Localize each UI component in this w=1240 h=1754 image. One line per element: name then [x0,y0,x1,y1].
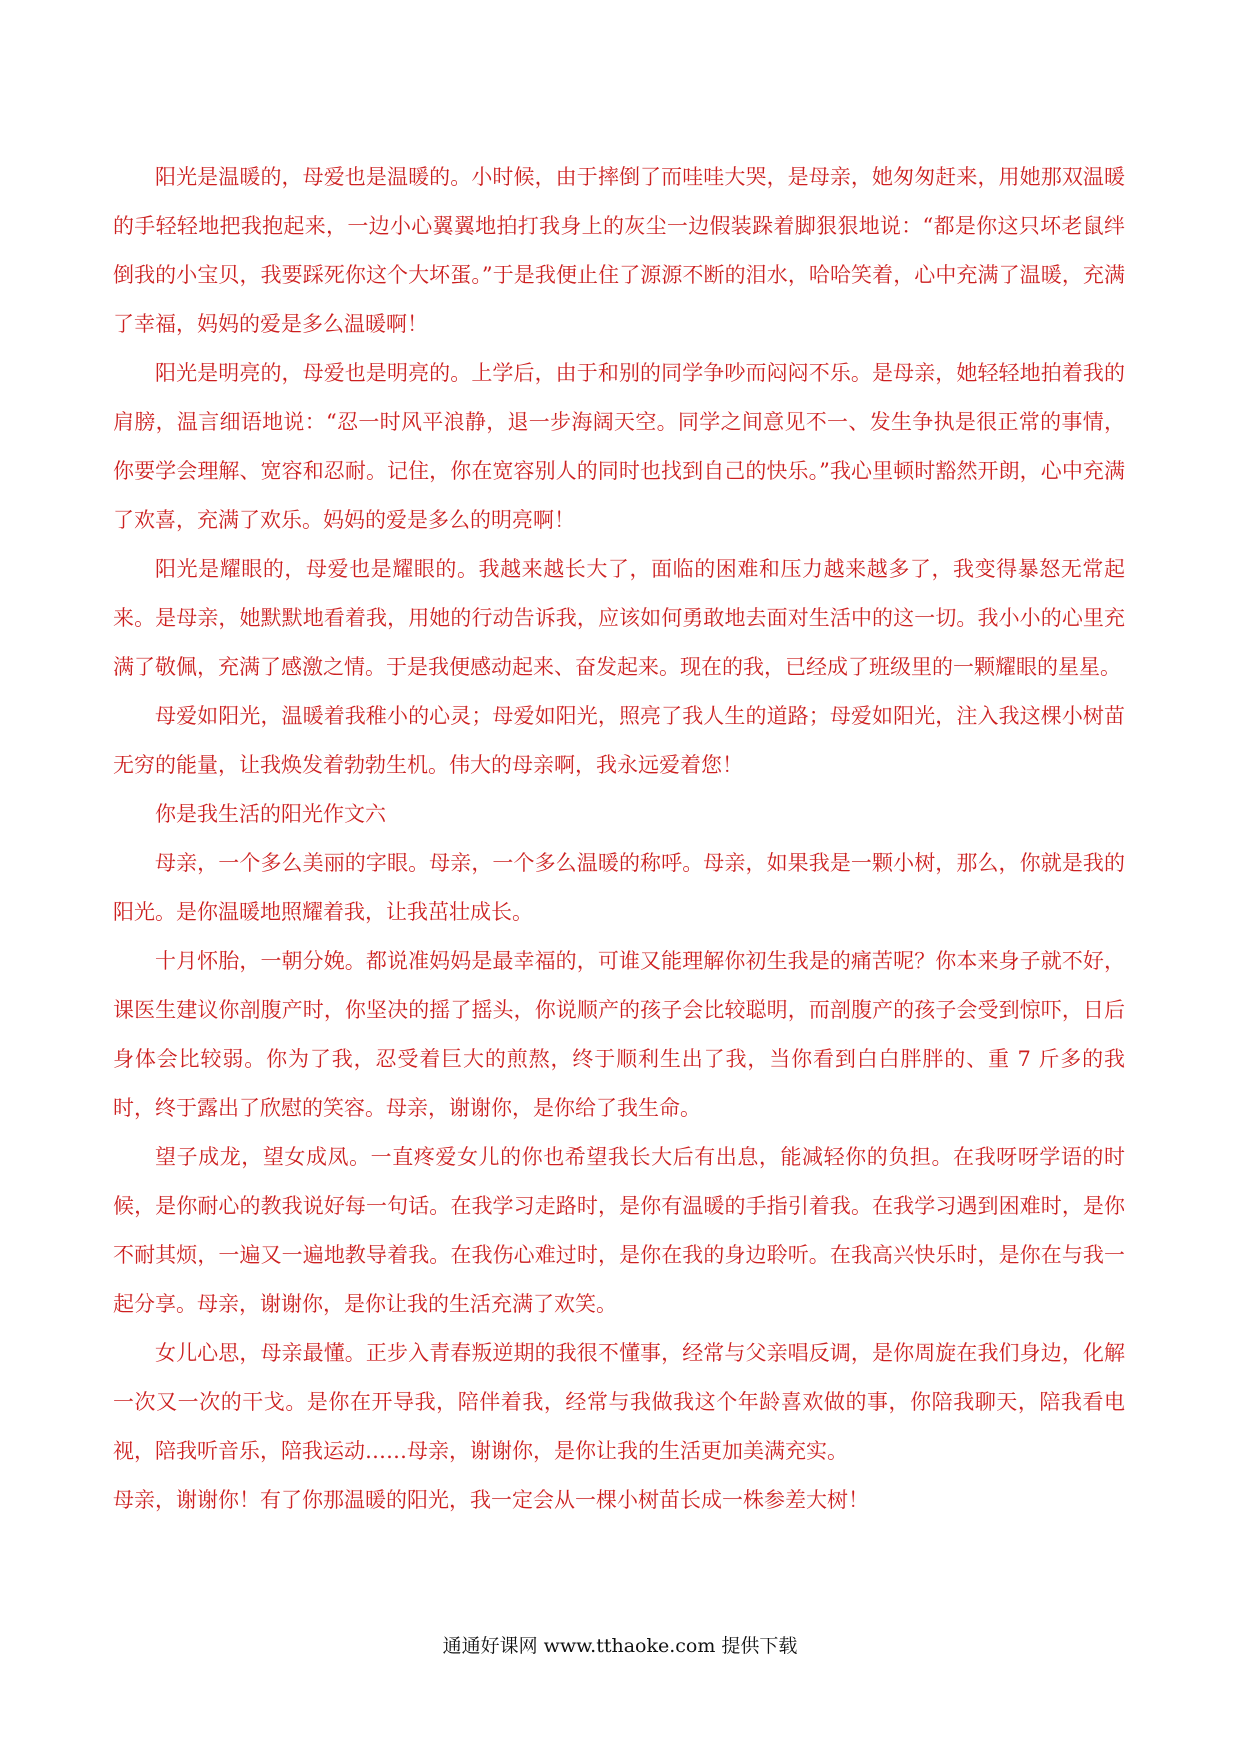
paragraph: 十月怀胎，一朝分娩。都说准妈妈是最幸福的，可谁又能理解你初生我是的痛苦呢？你本来身子就不好，课医生建议你剖腹产时，你坚决的摇了摇头，你说顺产的孩子会比较聪明，而剖腹产的孩子会受到惊吓，日后身体会比较弱。你为了我，忍受着巨大的煎熬，终于顺利生出了我，当你看到白白胖胖的、重 7 斤多的我时，终于露出了欣慰的笑容。母亲，谢谢你，是你给了我生命。 [113,949,1125,1120]
essay-body [113,153,1125,1525]
paragraph: 望子成龙，望女成凤。一直疼爱女儿的你也希望我长大后有出息，能减轻你的负担。在我呀呀学语的时候，是你耐心的教我说好每一句话。在我学习走路时，是你有温暖的手指引着我。在我学习遇到困难时，是你不耐其烦，一遍又一遍地教导着我。在我伤心难过时，是你在我的身边聆听。在我高兴快乐时，是你在与我一起分享。母亲，谢谢你，是你让我的生活充满了欢笑。 [113,1145,1125,1316]
paragraph: 阳光是温暖的，母爱也是温暖的。小时候，由于摔倒了而哇哇大哭，是母亲，她匆匆赶来，用她那双温暖的手轻轻地把我抱起来，一边小心翼翼地拍打我身上的灰尘一边假装跺着脚狠狠地说：“都是你这只坏老鼠绊倒我的小宝贝，我要踩死你这个大坏蛋。”于是我便止住了源源不断的泪水，哈哈笑着，心中充满了温暖，充满了幸福，妈妈的爱是多么温暖啊！ [113,165,1125,336]
paragraph: 女儿心思，母亲最懂。正步入青春叛逆期的我很不懂事，经常与父亲唱反调，是你周旋在我们身边，化解一次又一次的干戈。是你在开导我，陪伴着我，经常与我做我这个年龄喜欢做的事，你陪我聊天，陪我看电视，陪我听音乐，陪我运动……母亲，谢谢你，是你让我的生活更加美满充实。 [113,1341,1125,1463]
paragraph: 母亲，一个多么美丽的字眼。母亲，一个多么温暖的称呼。母亲，如果我是一颗小树，那么，你就是我的阳光。是你温暖地照耀着我，让我茁壮成长。 [113,851,1125,924]
closing-paragraph: 母亲，谢谢你！有了你那温暖的阳光，我一定会从一棵小树苗长成一株参差大树！ [113,1488,869,1512]
paragraph: 母爱如阳光，温暖着我稚小的心灵；母爱如阳光，照亮了我人生的道路；母爱如阳光，注入我这棵小树苗无穷的能量，让我焕发着勃勃生机。伟大的母亲啊，我永远爱着您！ [113,704,1125,777]
paragraph: 阳光是耀眼的，母爱也是耀眼的。我越来越长大了，面临的困难和压力越来越多了，我变得暴怒无常起来。是母亲，她默默地看着我，用她的行动告诉我，应该如何勇敢地去面对生活中的这一切。我小小的心里充满了敬佩，充满了感激之情。于是我便感动起来、奋发起来。现在的我，已经成了班级里的一颗耀眼的星星。 [113,557,1125,679]
essay-title: 你是我生活的阳光作文六 [155,802,386,826]
page-footer: 通通好课网 www.tthaoke.com 提供下载 [442,1635,798,1657]
paragraph: 阳光是明亮的，母爱也是明亮的。上学后，由于和别的同学争吵而闷闷不乐。是母亲，她轻轻地拍着我的肩膀，温言细语地说：“忍一时风平浪静，退一步海阔天空。同学之间意见不一、发生争执是很正常的事情，你要学会理解、宽容和忍耐。记住，你在宽容别人的同时也找到自己的快乐。”我心里顿时豁然开朗，心中充满了欢喜，充满了欢乐。妈妈的爱是多么的明亮啊！ [113,361,1125,532]
